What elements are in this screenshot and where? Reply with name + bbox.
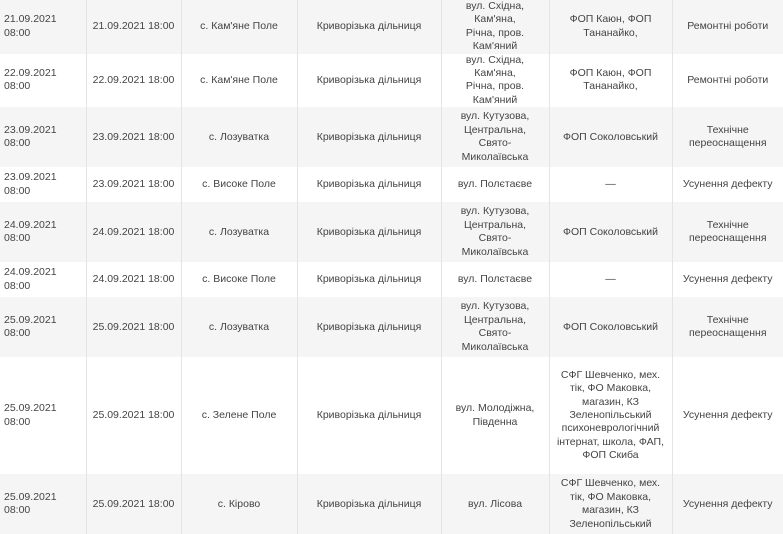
reason-cell xyxy=(672,474,783,534)
table-row xyxy=(0,0,783,54)
end-date-cell: 24.09.2021 18:00 xyxy=(86,202,181,262)
streets-line: вул. Полєтаєве xyxy=(457,178,533,191)
consumers-line: ФОП Каюн, ФОП xyxy=(569,67,652,80)
consumers-cell xyxy=(549,357,672,474)
consumers-line: інтернат, школа, ФАП, xyxy=(556,435,665,448)
streets-line: Річна, пров. Кам'яний xyxy=(465,80,525,106)
consumers-cell xyxy=(549,54,672,108)
streets-line: Південна xyxy=(472,415,518,428)
start-date-cell: 25.09.2021 08:00 xyxy=(0,474,86,534)
table-row xyxy=(0,357,783,474)
reason-line: Усунення дефекту xyxy=(682,497,773,510)
consumers-line: — xyxy=(605,178,616,191)
village-cell: с. Кам'яне Поле xyxy=(181,54,297,108)
streets-line: вул. Кутузова, xyxy=(460,110,530,123)
reason-cell xyxy=(672,262,783,297)
consumers-cell xyxy=(549,474,672,534)
district-cell: Криворізька дільниця xyxy=(297,297,441,357)
consumers-line: ФОП Каюн, ФОП xyxy=(569,13,652,26)
consumers-cell xyxy=(549,202,672,262)
table-row xyxy=(0,107,783,167)
streets-cell xyxy=(441,167,549,202)
consumers-line: Тананайко, xyxy=(583,26,638,39)
table-row xyxy=(0,167,783,202)
village-cell: с. Лозуватка xyxy=(181,202,297,262)
consumers-line: Зеленопільський xyxy=(569,409,652,422)
streets-line: вул. Лісова xyxy=(467,497,523,510)
reason-cell xyxy=(672,107,783,167)
end-date-cell: 25.09.2021 18:00 xyxy=(86,357,181,474)
streets-cell xyxy=(441,202,549,262)
district-cell: Криворізька дільниця xyxy=(297,54,441,108)
village-cell: с. Кірово xyxy=(181,474,297,534)
consumers-line: ФОП Скиба xyxy=(582,449,639,462)
streets-line: Річна, пров. Кам'яний xyxy=(465,26,525,53)
end-date-cell: 25.09.2021 18:00 xyxy=(86,297,181,357)
district-cell: Криворізька дільниця xyxy=(297,262,441,297)
village-cell: с. Високе Поле xyxy=(181,262,297,297)
table-row xyxy=(0,202,783,262)
start-date-cell: 21.09.2021 08:00 xyxy=(0,0,86,54)
end-date-cell: 21.09.2021 18:00 xyxy=(86,0,181,54)
district-cell: Криворізька дільниця xyxy=(297,202,441,262)
streets-cell xyxy=(441,357,549,474)
reason-line: переоснащення xyxy=(688,137,767,150)
reason-cell xyxy=(672,54,783,108)
consumers-line: тік, ФО Маковка, xyxy=(569,490,652,503)
table-row xyxy=(0,54,783,108)
end-date-cell: 22.09.2021 18:00 xyxy=(86,54,181,108)
streets-line: вул. Східна, Кам'яна, xyxy=(465,53,525,80)
district-cell: Криворізька дільниця xyxy=(297,167,441,202)
reason-line: Технічне xyxy=(706,313,749,326)
streets-line: Центральна, Свято- xyxy=(463,123,527,150)
reason-line: Ремонтні роботи xyxy=(687,20,769,33)
reason-cell xyxy=(672,202,783,262)
consumers-line: СФГ Шевченко, мех. xyxy=(560,368,661,381)
reason-line: переоснащення xyxy=(688,232,767,245)
consumers-line: ФОП Соколовський xyxy=(563,225,658,238)
district-cell: Криворізька дільниця xyxy=(297,357,441,474)
consumers-line: психоневрологічний xyxy=(561,422,660,435)
start-date-cell: 23.09.2021 08:00 xyxy=(0,167,86,202)
consumers-line: Тананайко, xyxy=(583,80,638,93)
village-cell: с. Кам'яне Поле xyxy=(181,0,297,54)
reason-line: Ремонтні роботи xyxy=(687,73,769,86)
consumers-line: ФОП Соколовський xyxy=(563,130,658,143)
consumers-cell xyxy=(549,107,672,167)
end-date-cell: 23.09.2021 18:00 xyxy=(86,107,181,167)
streets-cell xyxy=(441,297,549,357)
streets-line: Центральна, Свято- xyxy=(463,313,527,340)
streets-cell xyxy=(441,474,549,534)
streets-line: вул. Полєтаєве xyxy=(457,273,533,286)
table-row xyxy=(0,262,783,297)
consumers-cell xyxy=(549,262,672,297)
streets-line: вул. Східна, Кам'яна, xyxy=(465,0,525,26)
district-cell: Криворізька дільниця xyxy=(297,0,441,54)
consumers-line: тік, ФО Маковка, xyxy=(569,382,652,395)
reason-cell xyxy=(672,297,783,357)
end-date-cell: 25.09.2021 18:00 xyxy=(86,474,181,534)
end-date-cell: 23.09.2021 18:00 xyxy=(86,167,181,202)
table-row xyxy=(0,297,783,357)
streets-line: Миколаївська xyxy=(461,245,529,258)
district-cell: Криворізька дільниця xyxy=(297,107,441,167)
consumers-line: магазин, КЗ xyxy=(581,395,640,408)
table-row xyxy=(0,474,783,534)
reason-cell xyxy=(672,167,783,202)
reason-line: Усунення дефекту xyxy=(682,178,773,191)
streets-line: вул. Кутузова, xyxy=(460,300,530,313)
consumers-cell xyxy=(549,167,672,202)
streets-line: вул. Молодіжна, xyxy=(455,402,535,415)
consumers-line: магазин, КЗ xyxy=(581,504,640,517)
reason-cell xyxy=(672,357,783,474)
streets-cell xyxy=(441,262,549,297)
start-date-cell: 23.09.2021 08:00 xyxy=(0,107,86,167)
village-cell: с. Зелене Поле xyxy=(181,357,297,474)
reason-line: Технічне xyxy=(706,123,749,136)
reason-line: Усунення дефекту xyxy=(682,409,773,422)
consumers-cell xyxy=(549,0,672,54)
streets-line: вул. Кутузова, xyxy=(460,205,530,218)
consumers-cell xyxy=(549,297,672,357)
start-date-cell: 25.09.2021 08:00 xyxy=(0,357,86,474)
start-date-cell: 22.09.2021 08:00 xyxy=(0,54,86,108)
start-date-cell: 25.09.2021 08:00 xyxy=(0,297,86,357)
village-cell: с. Лозуватка xyxy=(181,297,297,357)
streets-cell xyxy=(441,107,549,167)
village-cell: с. Високе Поле xyxy=(181,167,297,202)
streets-line: Миколаївська xyxy=(461,340,529,353)
end-date-cell: 24.09.2021 18:00 xyxy=(86,262,181,297)
streets-line: Центральна, Свято- xyxy=(463,218,527,245)
start-date-cell: 24.09.2021 08:00 xyxy=(0,262,86,297)
consumers-line: Зеленопільський xyxy=(569,517,652,530)
reason-line: Технічне xyxy=(706,218,749,231)
streets-line: Миколаївська xyxy=(461,150,529,163)
reason-line: Усунення дефекту xyxy=(682,273,773,286)
consumers-line: ФОП Соколовський xyxy=(563,320,658,333)
consumers-line: СФГ Шевченко, мех. xyxy=(560,477,661,490)
streets-cell xyxy=(441,54,549,108)
start-date-cell: 24.09.2021 08:00 xyxy=(0,202,86,262)
reason-line: переоснащення xyxy=(688,327,767,340)
consumers-line: — xyxy=(605,273,616,286)
village-cell: с. Лозуватка xyxy=(181,107,297,167)
district-cell: Криворізька дільниця xyxy=(297,474,441,534)
streets-cell xyxy=(441,0,549,54)
reason-cell xyxy=(672,0,783,54)
